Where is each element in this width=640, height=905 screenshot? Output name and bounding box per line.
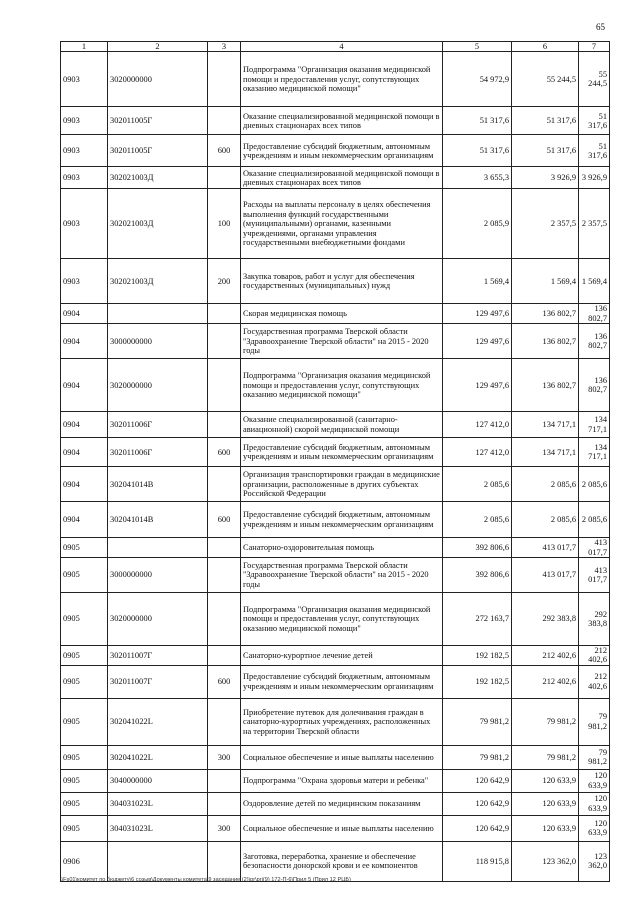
cell-col-1: 0903 bbox=[61, 52, 108, 107]
cell-col-4: Приобретение путевок для долечивания граждан в санаторно-курортных учреждениях, расположенных на территории Тверской области bbox=[241, 698, 443, 745]
cell-col-4: Государственная программа Тверской области "Здравоохранение Тверской области" на 2015 - 2020 годы bbox=[241, 324, 443, 359]
cell-col-4: Оказание специализированной (санитарно-авиационной) скорой медицинской помощи bbox=[241, 412, 443, 438]
cell-col-7: 3 926,9 bbox=[579, 167, 610, 189]
cell-col-3: 600 bbox=[208, 502, 241, 538]
cell-col-3 bbox=[208, 52, 241, 107]
cell-col-7: 413 017,7 bbox=[579, 538, 610, 558]
cell-col-3: 100 bbox=[208, 189, 241, 259]
cell-col-2: 302041014В bbox=[108, 467, 208, 502]
table-row bbox=[61, 502, 610, 538]
cell-col-5: 129 497,6 bbox=[443, 359, 512, 412]
cell-col-7: 136 802,7 bbox=[579, 324, 610, 359]
cell-col-2: 302011007Г bbox=[108, 646, 208, 666]
table-row bbox=[61, 304, 610, 324]
cell-col-5: 79 981,2 bbox=[443, 698, 512, 745]
cell-col-1: 0903 bbox=[61, 189, 108, 259]
cell-col-2: 302011007Г bbox=[108, 665, 208, 698]
cell-col-5: 120 642,9 bbox=[443, 815, 512, 841]
cell-col-1: 0905 bbox=[61, 646, 108, 666]
cell-col-3 bbox=[208, 769, 241, 792]
cell-col-2: 302041022L bbox=[108, 698, 208, 745]
cell-col-2: 302041014В bbox=[108, 502, 208, 538]
cell-col-7: 120 633,9 bbox=[579, 815, 610, 841]
table-row bbox=[61, 769, 610, 792]
cell-col-7: 212 402,6 bbox=[579, 646, 610, 666]
cell-col-1: 0905 bbox=[61, 698, 108, 745]
cell-col-3 bbox=[208, 304, 241, 324]
cell-col-1: 0905 bbox=[61, 558, 108, 593]
table-row bbox=[61, 359, 610, 412]
cell-col-1: 0905 bbox=[61, 538, 108, 558]
cell-col-4: Расходы на выплаты персоналу в целях обеспечения выполнения функций государственными (муниципальными) органами, казенными учреждениями, органами управления государственными внебюджетными фондами bbox=[241, 189, 443, 259]
cell-col-2: 3020000000 bbox=[108, 593, 208, 646]
cell-col-1: 0905 bbox=[61, 745, 108, 769]
cell-col-6: 51 317,6 bbox=[512, 135, 579, 167]
cell-col-2: 3000000000 bbox=[108, 558, 208, 593]
cell-col-3 bbox=[208, 107, 241, 135]
cell-col-2: 302021003Д bbox=[108, 167, 208, 189]
cell-col-7: 79 981,2 bbox=[579, 698, 610, 745]
cell-col-1: 0905 bbox=[61, 792, 108, 815]
file-path-footer: \\Fs01\комитет по бюджету\6 созыв\Документы комитета\9 заседание (2)\pr\pri(9) 172-П-6\Прил 5 (Прил 12 РЦБ) bbox=[60, 877, 351, 883]
cell-col-3: 300 bbox=[208, 815, 241, 841]
cell-col-3 bbox=[208, 646, 241, 666]
cell-col-7: 212 402,6 bbox=[579, 665, 610, 698]
cell-col-6: 2 085,6 bbox=[512, 502, 579, 538]
cell-col-6: 413 017,7 bbox=[512, 558, 579, 593]
cell-col-3 bbox=[208, 359, 241, 412]
table-row bbox=[61, 558, 610, 593]
cell-col-1: 0903 bbox=[61, 135, 108, 167]
cell-col-4: Санаторно-курортное лечение детей bbox=[241, 646, 443, 666]
cell-col-5: 51 317,6 bbox=[443, 135, 512, 167]
cell-col-1: 0904 bbox=[61, 324, 108, 359]
table-row bbox=[61, 412, 610, 438]
cell-col-2 bbox=[108, 538, 208, 558]
cell-col-3 bbox=[208, 593, 241, 646]
cell-col-6: 120 633,9 bbox=[512, 815, 579, 841]
cell-col-4: Предоставление субсидий бюджетным, автономным учреждениям и иным некоммерческим организациям bbox=[241, 502, 443, 538]
cell-col-3: 600 bbox=[208, 438, 241, 467]
cell-col-6: 413 017,7 bbox=[512, 538, 579, 558]
cell-col-1: 0904 bbox=[61, 438, 108, 467]
table-row bbox=[61, 52, 610, 107]
cell-col-6: 212 402,6 bbox=[512, 646, 579, 666]
cell-col-6: 134 717,1 bbox=[512, 412, 579, 438]
table-row bbox=[61, 646, 610, 666]
cell-col-7: 79 981,2 bbox=[579, 745, 610, 769]
cell-col-3 bbox=[208, 792, 241, 815]
cell-col-3 bbox=[208, 467, 241, 502]
cell-col-7: 2 357,5 bbox=[579, 189, 610, 259]
cell-col-6: 120 633,9 bbox=[512, 769, 579, 792]
cell-col-5: 127 412,0 bbox=[443, 412, 512, 438]
table-row bbox=[61, 792, 610, 815]
table-row bbox=[61, 698, 610, 745]
cell-col-5: 127 412,0 bbox=[443, 438, 512, 467]
cell-col-5: 129 497,6 bbox=[443, 304, 512, 324]
cell-col-1: 0904 bbox=[61, 359, 108, 412]
cell-col-5: 2 085,6 bbox=[443, 502, 512, 538]
cell-col-2: 3020000000 bbox=[108, 52, 208, 107]
table-body bbox=[61, 42, 610, 882]
cell-col-3 bbox=[208, 167, 241, 189]
table-row bbox=[61, 107, 610, 135]
cell-col-4: Предоставление субсидий бюджетным, автономным учреждениям и иным некоммерческим организациям bbox=[241, 665, 443, 698]
cell-col-2: 302041022L bbox=[108, 745, 208, 769]
cell-col-6: 123 362,0 bbox=[512, 841, 579, 881]
header-col-3: 3 bbox=[208, 42, 241, 52]
cell-col-1: 0904 bbox=[61, 467, 108, 502]
cell-col-5: 192 182,5 bbox=[443, 665, 512, 698]
cell-col-2: 302011005Г bbox=[108, 135, 208, 167]
table-row bbox=[61, 745, 610, 769]
cell-col-3 bbox=[208, 412, 241, 438]
cell-col-5: 192 182,5 bbox=[443, 646, 512, 666]
header-col-4: 4 bbox=[241, 42, 443, 52]
cell-col-1: 0906 bbox=[61, 841, 108, 881]
cell-col-5: 120 642,9 bbox=[443, 769, 512, 792]
table-row bbox=[61, 815, 610, 841]
cell-col-2: 304031023L bbox=[108, 815, 208, 841]
table-row bbox=[61, 135, 610, 167]
cell-col-4: Подпрограмма "Организация оказания медицинской помощи и предоставления услуг, сопутствующих оказанию медицинской помощи" bbox=[241, 593, 443, 646]
cell-col-6: 120 633,9 bbox=[512, 792, 579, 815]
cell-col-6: 134 717,1 bbox=[512, 438, 579, 467]
cell-col-1: 0905 bbox=[61, 815, 108, 841]
cell-col-5: 51 317,6 bbox=[443, 107, 512, 135]
cell-col-7: 120 633,9 bbox=[579, 769, 610, 792]
cell-col-5: 3 655,3 bbox=[443, 167, 512, 189]
cell-col-3 bbox=[208, 841, 241, 881]
cell-col-6: 3 926,9 bbox=[512, 167, 579, 189]
cell-col-1: 0904 bbox=[61, 412, 108, 438]
cell-col-3 bbox=[208, 698, 241, 745]
cell-col-2: 302011005Г bbox=[108, 107, 208, 135]
cell-col-1: 0903 bbox=[61, 107, 108, 135]
cell-col-3: 600 bbox=[208, 665, 241, 698]
cell-col-6: 1 569,4 bbox=[512, 259, 579, 304]
cell-col-7: 123 362,0 bbox=[579, 841, 610, 881]
cell-col-2: 3020000000 bbox=[108, 359, 208, 412]
cell-col-2: 304031023L bbox=[108, 792, 208, 815]
cell-col-7: 1 569,4 bbox=[579, 259, 610, 304]
table-row bbox=[61, 593, 610, 646]
cell-col-3: 200 bbox=[208, 259, 241, 304]
table-row bbox=[61, 259, 610, 304]
cell-col-6: 136 802,7 bbox=[512, 304, 579, 324]
cell-col-5: 2 085,9 bbox=[443, 189, 512, 259]
cell-col-7: 136 802,7 bbox=[579, 304, 610, 324]
header-col-2: 2 bbox=[108, 42, 208, 52]
cell-col-2 bbox=[108, 841, 208, 881]
cell-col-6: 51 317,6 bbox=[512, 107, 579, 135]
cell-col-7: 292 383,8 bbox=[579, 593, 610, 646]
cell-col-6: 136 802,7 bbox=[512, 359, 579, 412]
cell-col-1: 0904 bbox=[61, 502, 108, 538]
cell-col-5: 2 085,6 bbox=[443, 467, 512, 502]
cell-col-1: 0905 bbox=[61, 593, 108, 646]
cell-col-6: 2 085,6 bbox=[512, 467, 579, 502]
header-col-5: 5 bbox=[443, 42, 512, 52]
header-col-7: 7 bbox=[579, 42, 610, 52]
cell-col-7: 55 244,5 bbox=[579, 52, 610, 107]
cell-col-4: Подпрограмма "Охрана здоровья матери и ребенка" bbox=[241, 769, 443, 792]
cell-col-7: 413 017,7 bbox=[579, 558, 610, 593]
cell-col-4: Предоставление субсидий бюджетным, автономным учреждениям и иным некоммерческим организациям bbox=[241, 135, 443, 167]
page-number: 65 bbox=[596, 22, 605, 32]
cell-col-6: 292 383,8 bbox=[512, 593, 579, 646]
cell-col-4: Предоставление субсидий бюджетным, автономным учреждениям и иным некоммерческим организациям bbox=[241, 438, 443, 467]
cell-col-6: 79 981,2 bbox=[512, 745, 579, 769]
cell-col-7: 134 717,1 bbox=[579, 438, 610, 467]
budget-table bbox=[60, 41, 610, 882]
cell-col-5: 118 915,8 bbox=[443, 841, 512, 881]
cell-col-5: 392 806,6 bbox=[443, 538, 512, 558]
cell-col-4: Оздоровление детей по медицинским показаниям bbox=[241, 792, 443, 815]
cell-col-4: Социальное обеспечение и иные выплаты населению bbox=[241, 745, 443, 769]
cell-col-2: 302021003Д bbox=[108, 259, 208, 304]
cell-col-3: 300 bbox=[208, 745, 241, 769]
cell-col-3 bbox=[208, 538, 241, 558]
table-row bbox=[61, 189, 610, 259]
cell-col-4: Закупка товаров, работ и услуг для обеспечения государственных (муниципальных) нужд bbox=[241, 259, 443, 304]
cell-col-2: 302021003Д bbox=[108, 189, 208, 259]
cell-col-4: Оказание специализированной медицинской помощи в дневных стационарах всех типов bbox=[241, 107, 443, 135]
cell-col-3: 600 bbox=[208, 135, 241, 167]
cell-col-5: 392 806,6 bbox=[443, 558, 512, 593]
cell-col-1: 0903 bbox=[61, 259, 108, 304]
cell-col-1: 0905 bbox=[61, 769, 108, 792]
cell-col-6: 212 402,6 bbox=[512, 665, 579, 698]
cell-col-7: 134 717,1 bbox=[579, 412, 610, 438]
cell-col-3 bbox=[208, 324, 241, 359]
cell-col-5: 79 981,2 bbox=[443, 745, 512, 769]
cell-col-7: 120 633,9 bbox=[579, 792, 610, 815]
table-row bbox=[61, 538, 610, 558]
table-row bbox=[61, 167, 610, 189]
table-row bbox=[61, 467, 610, 502]
cell-col-6: 2 357,5 bbox=[512, 189, 579, 259]
cell-col-5: 1 569,4 bbox=[443, 259, 512, 304]
cell-col-4: Подпрограмма "Организация оказания медицинской помощи и предоставления услуг, сопутствующих оказанию медицинской помощи" bbox=[241, 52, 443, 107]
header-col-6: 6 bbox=[512, 42, 579, 52]
cell-col-6: 55 244,5 bbox=[512, 52, 579, 107]
cell-col-4: Государственная программа Тверской области "Здравоохранение Тверской области" на 2015 - 2020 годы bbox=[241, 558, 443, 593]
cell-col-6: 79 981,2 bbox=[512, 698, 579, 745]
cell-col-6: 136 802,7 bbox=[512, 324, 579, 359]
cell-col-4: Подпрограмма "Организация оказания медицинской помощи и предоставления услуг, сопутствующих оказанию медицинской помощи" bbox=[241, 359, 443, 412]
table-row bbox=[61, 324, 610, 359]
cell-col-4: Организация транспортировки граждан в медицинские организации, расположенные в других субъектах Российской Федерации bbox=[241, 467, 443, 502]
cell-col-4: Заготовка, переработка, хранение и обеспечение безопасности донорской крови и ее компонентов bbox=[241, 841, 443, 881]
cell-col-5: 120 642,9 bbox=[443, 792, 512, 815]
cell-col-1: 0903 bbox=[61, 167, 108, 189]
cell-col-2: 3040000000 bbox=[108, 769, 208, 792]
cell-col-7: 136 802,7 bbox=[579, 359, 610, 412]
cell-col-4: Социальное обеспечение и иные выплаты населению bbox=[241, 815, 443, 841]
cell-col-4: Санаторно-оздоровительная помощь bbox=[241, 538, 443, 558]
cell-col-7: 51 317,6 bbox=[579, 107, 610, 135]
table-row bbox=[61, 841, 610, 881]
cell-col-3 bbox=[208, 558, 241, 593]
cell-col-2: 302011006Г bbox=[108, 412, 208, 438]
header-col-1: 1 bbox=[61, 42, 108, 52]
cell-col-5: 54 972,9 bbox=[443, 52, 512, 107]
cell-col-5: 129 497,6 bbox=[443, 324, 512, 359]
cell-col-1: 0904 bbox=[61, 304, 108, 324]
table-row bbox=[61, 438, 610, 467]
cell-col-7: 2 085,6 bbox=[579, 502, 610, 538]
table-row bbox=[61, 665, 610, 698]
cell-col-7: 51 317,6 bbox=[579, 135, 610, 167]
cell-col-5: 272 163,7 bbox=[443, 593, 512, 646]
cell-col-7: 2 085,6 bbox=[579, 467, 610, 502]
cell-col-1: 0905 bbox=[61, 665, 108, 698]
cell-col-4: Оказание специализированной медицинской помощи в дневных стационарах всех типов bbox=[241, 167, 443, 189]
cell-col-2 bbox=[108, 304, 208, 324]
header-row bbox=[61, 42, 610, 52]
cell-col-4: Скорая медицинская помощь bbox=[241, 304, 443, 324]
cell-col-2: 3000000000 bbox=[108, 324, 208, 359]
cell-col-2: 302011006Г bbox=[108, 438, 208, 467]
